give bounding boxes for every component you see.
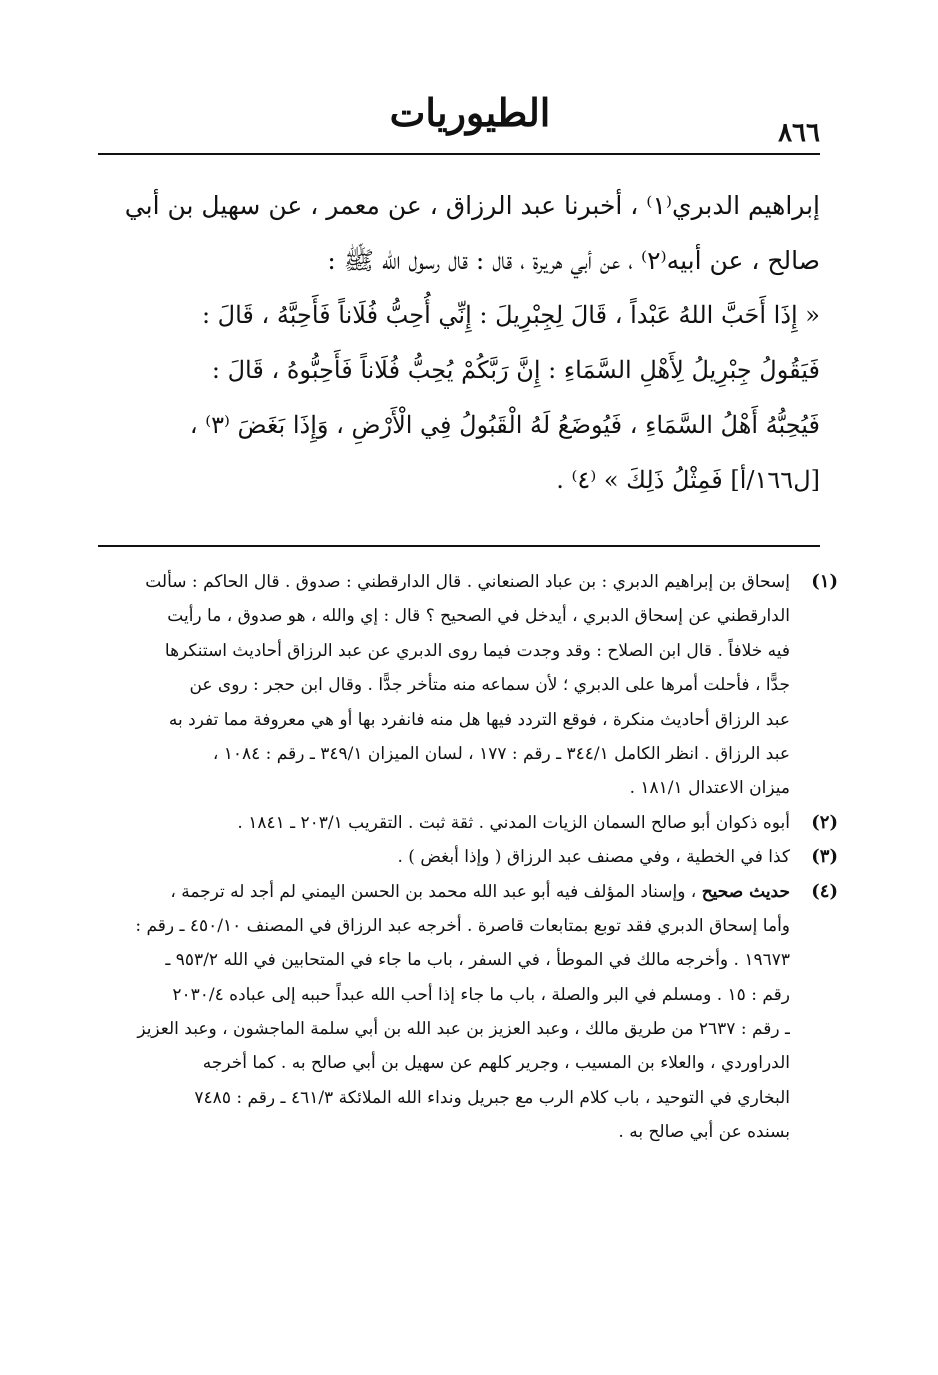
main-text-block: [98, 178, 820, 508]
footnote-body: [98, 806, 790, 840]
footnote-number: (٢): [811, 811, 838, 833]
footnote-body: [98, 875, 790, 1150]
footnote-line: إسحاق بن إبراهيم الدبري : بن عباد الصنعاني . قال الدارقطني : صدوق . قال الحاكم : سألت: [145, 572, 790, 592]
footnote-line: كذا في الخطية ، وفي مصنف عبد الرزاق ( وإذا أبغض ) .: [397, 847, 790, 868]
grading-label: حديث صحيح: [701, 881, 790, 902]
footnote-number: (٣): [811, 846, 838, 868]
footnote-line: الدراوردي ، والعلاء بن المسيب ، وجرير كلهم عن سهيل بن أبي صالح به . كما أخرجه: [202, 1053, 790, 1074]
footnote-line: فيه خلافاً . قال ابن الصلاح : وقد وجدت فيما روى الدبري عن عبد الرزاق أحاديث استنكرها: [164, 640, 790, 661]
footnote-line: البخاري في التوحيد ، باب كلام الرب مع جبريل ونداء الله الملائكة ٤٦١/٣ ـ رقم : ٧٤٨٥: [194, 1087, 790, 1108]
footnote-line: عبد الرزاق . انظر الكامل ٣٤٤/١ ـ رقم : ١٧٧ ، لسان الميزان ٣٤٩/١ ـ رقم : ١٠٨٤ ،: [212, 743, 790, 764]
footnote-line: ١٩٦٧٣ . وأخرجه مالك في الموطأ ، في السفر ، باب ما جاء في المتحابين في الله ٩٥٣/٢ ـ: [165, 950, 790, 971]
footnote-line: [98, 875, 790, 909]
running-header-title: الطيوريات: [389, 90, 551, 135]
page-number: ٨٦٦: [778, 118, 820, 148]
hadith-text-line: [ل١٦٦/أ] فَمِثْلُ ذَلِكَ » ⁽٤⁾ .: [556, 466, 820, 494]
footnote-text: ، وإسناد المؤلف فيه أبو عبد الله محمد بن الحسن اليمني لم أجد له ترجمة ،: [170, 881, 697, 902]
footnote-line: رقم : ١٥ . ومسلم في البر والصلة ، باب ما جاء إذا أحب الله عبداً حببه إلى عباده ٢٠٣٠/٤: [172, 984, 790, 1005]
footnote-body: [98, 840, 790, 874]
footnotes-block: [98, 565, 838, 1150]
footnote-line: عبد الرزاق أحاديث منكرة ، فوقع التردد فيها هل منه فانفرد بها أو هي معروفة مما تفرد به: [168, 709, 790, 730]
footnote-line: أبوه ذكوان أبو صالح السمان الزيات المدني . ثقة ثبت . التقريب ٢٠٣/١ ـ ١٨٤١ .: [237, 812, 790, 833]
footnote-line: ميزان الاعتدال ١٨١/١ .: [629, 778, 790, 799]
hadith-text-line: « إِذَا أَحَبَّ اللهُ عَبْداً ، قَالَ لِجِبْرِيلَ : إِنِّي أُحِبُّ فُلَاناً فَأَحِبَّهُ ، قَالَ :: [201, 301, 820, 329]
footnote-number: (١): [811, 571, 838, 592]
footnote-3: [98, 840, 838, 874]
header-rule: [98, 153, 820, 155]
footnote-line: الدارقطني عن إسحاق الدبري ، أيدخل في الصحيح ؟ قال : إي والله ، هو صدوق ، ما رأيت: [167, 606, 790, 627]
footnote-body: [98, 565, 790, 806]
hadith-text-line: فَيُحِبُّهُ أَهْلُ السَّمَاءِ ، فَيُوضَعُ لَهُ الْقَبُولُ فِي الْأَرْضِ ، وَإِذَا بَغَضَ ⁽٣⁾ ،: [189, 411, 820, 439]
footnote-line: جدًّا ، فأحلت أمرها على الدبري ؛ لأن سماعه منه متأخر جدًّا . وقال ابن حجر : روى عن: [189, 675, 790, 696]
footnote-line: ـ رقم : ٢٦٣٧ من طريق مالك ، وعبد العزيز بن عبد الله بن أبي سلمة الماجشون ، وعبد العزيز: [137, 1019, 790, 1040]
footnote-line: بسنده عن أبي صالح به .: [618, 1122, 790, 1143]
hadith-text-line: فَيَقُولُ جِبْرِيلُ لِأَهْلِ السَّمَاءِ : إِنَّ رَبَّكُمْ يُحِبُّ فُلَاناً فَأَحِبُّوهُ ، قَالَ :: [211, 356, 820, 384]
footnote-separator: [98, 545, 820, 547]
footnote-4: [98, 875, 838, 1150]
main-text-line: صالح ، عن أبيه⁽٢⁾ ، عن أبي هريرة ، قال : قال رسول الله ﷺ :: [327, 246, 820, 275]
footnote-1: [98, 565, 838, 806]
footnote-number: (٤): [811, 880, 838, 902]
footnote-2: [98, 806, 838, 840]
footnote-line: وأما إسحاق الدبري فقد توبع بمتابعات قاصرة . أخرجه عبد الرزاق في المصنف ٤٥٠/١٠ ـ رقم :: [135, 915, 790, 936]
main-text-line: إبراهيم الدبري⁽١⁾ ، أخبرنا عبد الرزاق ، عن معمر ، عن سهيل بن أبي: [124, 191, 820, 220]
